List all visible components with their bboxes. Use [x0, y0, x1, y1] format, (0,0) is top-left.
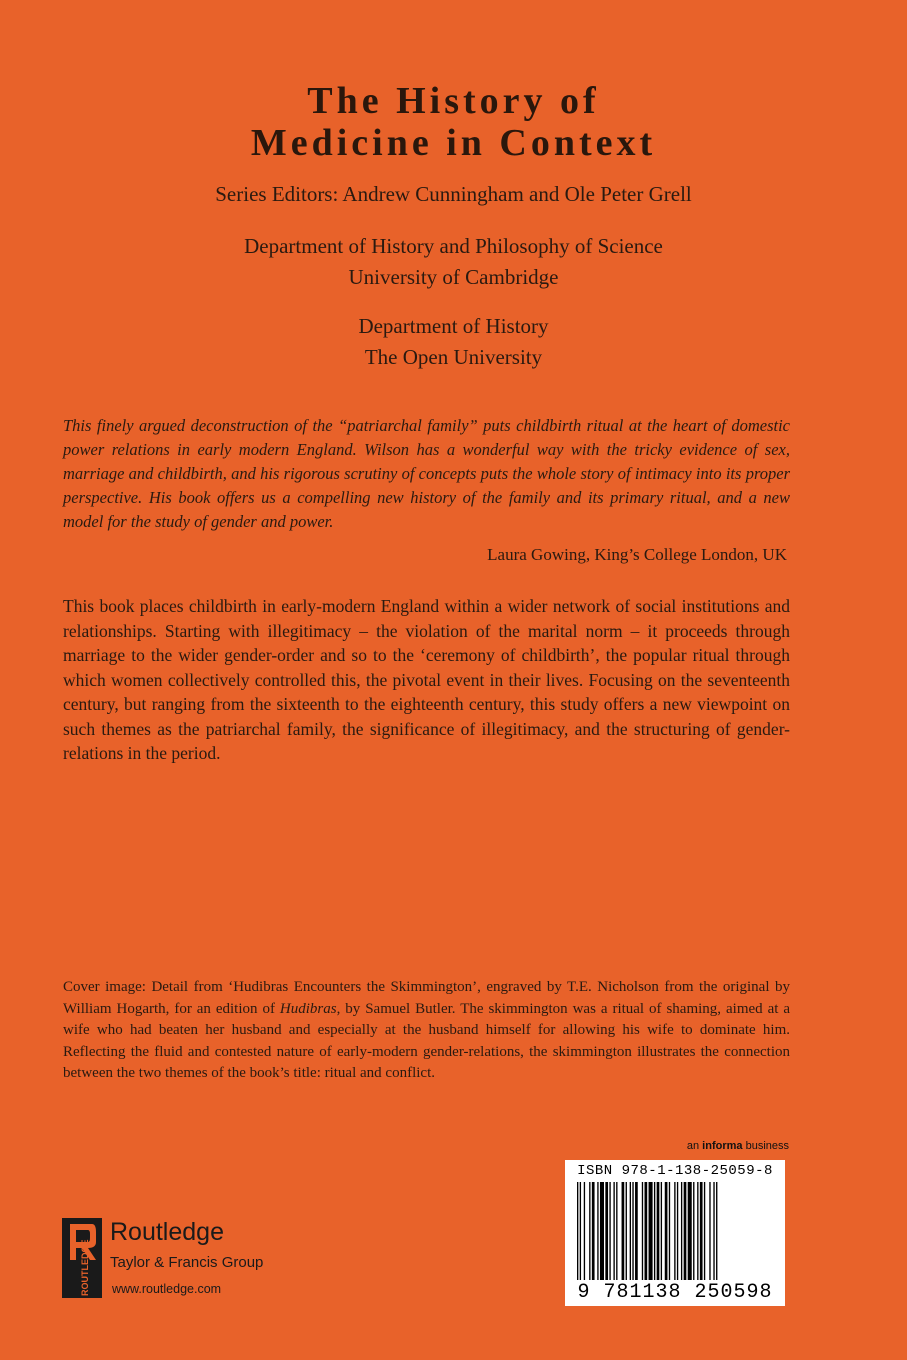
publisher-name: Routledge [110, 1218, 224, 1246]
barcode-bar [616, 1182, 617, 1280]
barcode-bars [575, 1182, 775, 1280]
informa-prefix: an [686, 1140, 700, 1152]
barcode-bar [609, 1182, 610, 1280]
barcode-bar [716, 1182, 717, 1280]
endorsement-attribution: Laura Gowing, King’s College London, UK [487, 545, 787, 564]
barcode-bar [681, 1182, 682, 1280]
isbn-barcode [565, 1160, 785, 1306]
barcode-bar [600, 1182, 604, 1280]
cover-note-text-1: Cover image: Detail from ‘Hudibras Encounters the Skimmington’, engraved by T.E. Nicholson from the original by William Hogarth, for an edition of [63, 979, 790, 1017]
publisher-url[interactable]: www.routledge.com [112, 1282, 222, 1296]
barcode-bar [597, 1182, 598, 1280]
barcode-bar [622, 1182, 625, 1280]
barcode-bar [584, 1182, 585, 1280]
barcode-bar [642, 1182, 643, 1280]
ean-number: 9 781138 250598 [577, 1281, 773, 1304]
barcode-bar [700, 1182, 703, 1280]
publisher-group: Taylor & Francis Group [110, 1254, 264, 1271]
department-cambridge-line-2: University of Cambridge [348, 265, 559, 289]
routledge-logo-icon [62, 1218, 102, 1298]
barcode-bar [580, 1182, 581, 1280]
barcode-bar [713, 1182, 714, 1280]
barcode-bar [626, 1182, 627, 1280]
barcode-bar [661, 1182, 662, 1280]
barcode-bar [635, 1182, 638, 1280]
barcode-bar [632, 1182, 633, 1280]
informa-suffix: business [745, 1140, 789, 1152]
barcode-bar [657, 1182, 660, 1280]
barcode-bar [704, 1182, 705, 1280]
department-open-line-2: The Open University [364, 345, 543, 369]
barcode-bar [654, 1182, 655, 1280]
barcode-bar [709, 1182, 710, 1280]
informa-brand: informa [702, 1140, 743, 1152]
routledge-vertical-wordmark: ROUTLEDGE [80, 1239, 90, 1296]
barcode-bar [665, 1182, 668, 1280]
barcode-bar [630, 1182, 631, 1280]
barcode-bar [674, 1182, 675, 1280]
series-title-line-2: Medicine in Context [250, 122, 657, 164]
barcode-bar [592, 1182, 595, 1280]
informa-tagline [687, 1140, 789, 1152]
series-editors: Series Editors: Andrew Cunningham and Ole Peter Grell [215, 182, 692, 206]
series-title [0, 80, 907, 164]
barcode-bar [589, 1182, 590, 1280]
barcode-bar [677, 1182, 678, 1280]
series-title-line-1: The History of [307, 80, 600, 122]
department-cambridge-line-1: Department of History and Philosophy of Science [244, 234, 663, 258]
barcode-bar [688, 1182, 692, 1280]
barcode-bar [693, 1182, 694, 1280]
barcode-bar [684, 1182, 687, 1280]
book-description: This book places childbirth in early-modern England within a wider network of social institutions and relationships. Starting with illegitimacy – the violation of the marital norm – it proceeds through marriage to the wider gender-order and so to the ‘ceremony of childbirth’, the popular ritual through which women collectively controlled this, the pivotal event in their lives. Focusing on the seventeenth century, but ranging from the sixteenth to the eighteenth century, this study offers a new viewpoint on such themes as the patriarchal family, the significance of illegitimacy, and the structuring of gender-relations in the period. [63, 596, 790, 763]
barcode-bar [577, 1182, 578, 1280]
cover-note-text-2: , by Samuel Butler. The skimmington was a ritual of shaming, aimed at a wife who had beaten her husband and especially at the husband himself for allowing his wife to dominate him. Reflecting the fluid and contested nature of early-modern gender-relations, the skimmington illustrates the connection between the two themes of the book’s title: ritual and conflict. [63, 1000, 790, 1081]
barcode-bar [613, 1182, 614, 1280]
barcode-bar [649, 1182, 653, 1280]
department-cambridge [0, 231, 907, 293]
barcode-bar [605, 1182, 608, 1280]
cover-note-italic-title: Hudibras [279, 1000, 337, 1017]
barcode-bar [645, 1182, 648, 1280]
endorsement-quote: This finely argued deconstruction of the “patriarchal family” puts childbirth ritual at the heart of domestic power relations in early modern England. Wilson has a wonderful way with the tricky evidence of sex, marriage and childbirth, and his rigorous scrutiny of concepts puts the whole story of intimacy into its proper perspective. His book offers us a compelling new history of the family and its primary ritual, and a new model for the study of gender and power. [63, 416, 790, 531]
department-open-line-1: Department of History [358, 314, 549, 338]
isbn-number: ISBN 978-1-138-25059-8 [577, 1163, 773, 1179]
barcode-bar [669, 1182, 670, 1280]
cover-image-note [63, 977, 790, 1085]
department-open-university [0, 311, 907, 373]
barcode-bar [697, 1182, 698, 1280]
